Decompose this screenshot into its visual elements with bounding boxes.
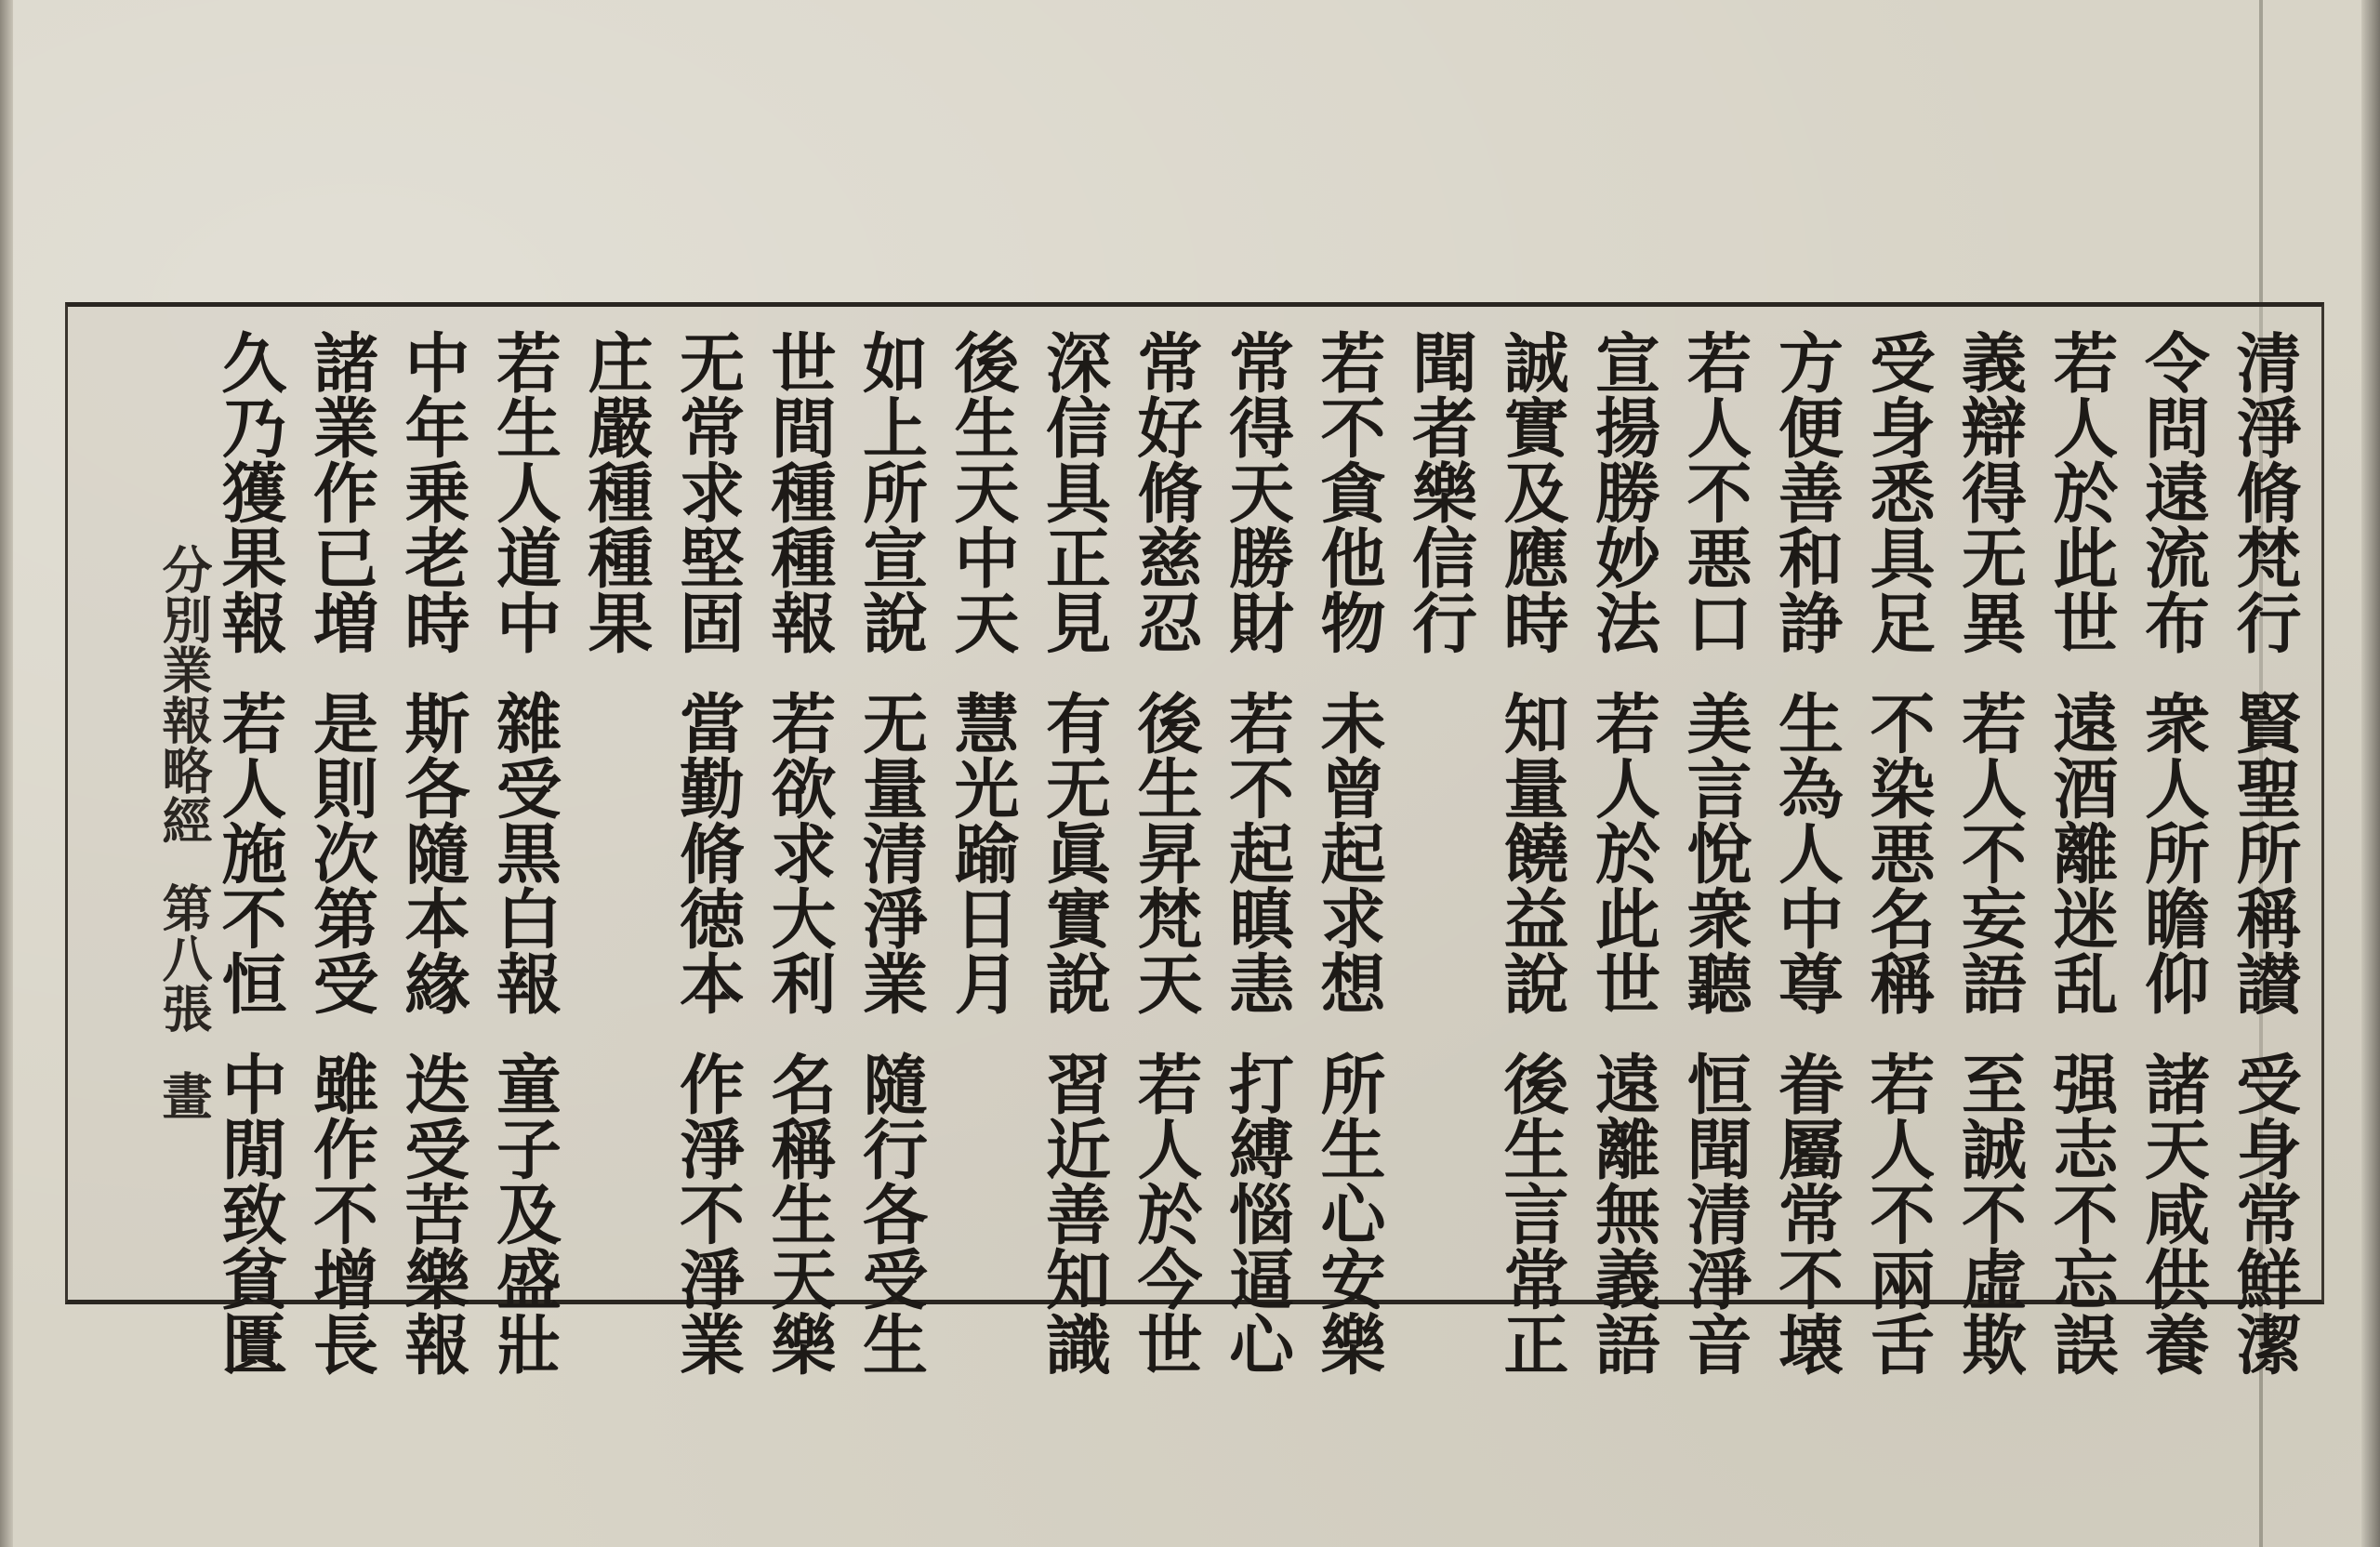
verse-phrase: 中閒致貧匱 [211, 1051, 288, 1376]
verse-phrase: 是則次第受 [302, 690, 380, 1015]
verse-column [483, 329, 565, 1376]
verse-phrase: 久乃獲果報 [211, 329, 288, 654]
verse-phrase: 生為人中尊 [1767, 690, 1845, 1015]
verse-phrase: 美言悅衆聽 [1676, 690, 1753, 1015]
verse-phrase: 不染悪名稱 [1859, 690, 1937, 1015]
colophon-page: 第八張 [154, 882, 214, 1033]
verse-column [1582, 329, 1664, 1376]
verse-phrase: 雜受黒白報 [485, 690, 563, 1015]
verse-phrase: 若不貪他物 [1310, 329, 1387, 654]
verse-phrase: 宣揚勝妙法 [1584, 329, 1662, 654]
verse-phrase: 若人於此世 [2043, 329, 2120, 654]
verse-phrase: 諸業作已増 [302, 329, 380, 654]
verse-phrase: 若人不妄語 [1950, 690, 2029, 1015]
verse-column [758, 329, 840, 1376]
verse-phrase: 若欲求大利 [760, 690, 838, 1015]
verse-column [1033, 329, 1115, 1376]
verse-phrase: 常好脩慈忍 [1127, 329, 1204, 654]
verse-column [941, 329, 1023, 1287]
colophon-mark: 畫 [154, 1070, 214, 1120]
verse-phrase: 後生天中天 [944, 329, 1021, 654]
verse-phrase: 當勤脩徳本 [668, 690, 747, 1015]
verse-phrase: 遠酒離迷乱 [2043, 690, 2120, 1015]
verse-phrase: 强志不忘誤 [2043, 1051, 2120, 1376]
colophon [156, 544, 212, 1120]
verse-phrase: 賢聖所稱讃 [2226, 690, 2303, 1015]
verse-phrase: 若人不悪口 [1676, 329, 1753, 654]
verse-phrase: 知量饒益說 [1493, 690, 1570, 1015]
verse-column [575, 329, 656, 1287]
verse-phrase: 若生人道中 [485, 329, 563, 654]
verse-phrase: 眷屬常不壊 [1767, 1051, 1845, 1376]
verse-phrase: 令問遠流布 [2134, 329, 2212, 654]
verse-phrase: 庄嚴種種果 [577, 329, 654, 654]
page-edge-left [0, 0, 13, 1547]
verse-phrase: 常得天勝財 [1218, 329, 1296, 654]
page-edge-right [2361, 0, 2380, 1547]
verse-phrase: 所生心安樂 [1310, 1051, 1387, 1376]
verse-phrase: 義辯得无異 [1950, 329, 2029, 654]
verse-phrase: 无量清淨業 [852, 690, 930, 1015]
verse-column [208, 329, 290, 1376]
verse-column [391, 329, 473, 1376]
verse-column [1307, 329, 1389, 1376]
verse-phrase: 斯各隨本緣 [394, 690, 471, 1015]
verse-phrase: 受身悉具足 [1859, 329, 1937, 654]
verse-phrase: 隨行各受生 [852, 1051, 930, 1376]
verse-column [1490, 329, 1572, 1376]
verse-phrase: 如上所宣說 [852, 329, 930, 654]
verse-phrase: 作淨不淨業 [668, 1051, 747, 1376]
verse-column [1399, 329, 1481, 1287]
verse-phrase: 聞者樂信行 [1401, 329, 1479, 654]
verse-phrase: 无常求堅固 [668, 329, 747, 654]
verse-phrase: 中年乗老時 [394, 329, 471, 654]
verse-phrase: 諸天咸供養 [2134, 1051, 2212, 1376]
verse-phrase: 迭受苦樂報 [394, 1051, 471, 1376]
verse-phrase: 誠實及應時 [1493, 329, 1570, 654]
verse-phrase: 至誠不虛欺 [1950, 1051, 2029, 1376]
verse-column [1124, 329, 1206, 1376]
verse-phrase: 若人於此世 [1584, 690, 1662, 1015]
verse-phrase: 後生昇梵天 [1127, 690, 1204, 1015]
verse-column [2223, 329, 2305, 1376]
verse-phrase: 衆人所瞻仰 [2134, 690, 2212, 1015]
verse-phrase: 打縛惱逼心 [1218, 1051, 1296, 1376]
verse-column [667, 329, 748, 1376]
verse-phrase: 遠離無義語 [1584, 1051, 1662, 1376]
verse-phrase: 慧光踰日月 [944, 690, 1021, 1015]
verse-column [1216, 329, 1298, 1376]
verse-phrase: 若不起瞋恚 [1218, 690, 1296, 1015]
verse-phrase: 若人不兩舌 [1859, 1051, 1937, 1376]
verse-phrase: 後生言常正 [1493, 1051, 1570, 1376]
verse-column [2040, 329, 2122, 1376]
verse-column [1949, 329, 2030, 1376]
verse-phrase: 深信具正見 [1035, 329, 1113, 654]
verse-phrase: 清淨脩梵行 [2226, 329, 2303, 654]
verse-column [1857, 329, 1938, 1376]
verse-phrase: 未曾起求想 [1310, 690, 1387, 1015]
verse-phrase: 若人施不恒 [211, 690, 288, 1015]
verse-column [2132, 329, 2214, 1376]
verse-column [1673, 329, 1755, 1376]
verse-column [1765, 329, 1847, 1376]
verse-column [850, 329, 932, 1376]
colophon-title: 分別業報略經 [154, 544, 214, 845]
verse-phrase: 若人於今世 [1127, 1051, 1204, 1376]
verse-phrase: 童子及盛壯 [485, 1051, 563, 1376]
verse-phrase: 世間種種報 [760, 329, 838, 654]
verse-phrase: 恒聞清淨音 [1676, 1051, 1753, 1376]
verse-phrase: 雖作不增長 [302, 1051, 380, 1376]
verse-phrase: 名稱生天樂 [760, 1051, 838, 1376]
verse-phrase: 有无眞實說 [1035, 690, 1113, 1015]
verse-phrase: 方便善和諍 [1767, 329, 1845, 654]
verse-phrase: 習近善知識 [1035, 1051, 1113, 1376]
verse-column [300, 329, 382, 1376]
text-block-frame [65, 302, 2324, 1376]
verse-phrase: 受身常鮮潔 [2226, 1051, 2303, 1376]
